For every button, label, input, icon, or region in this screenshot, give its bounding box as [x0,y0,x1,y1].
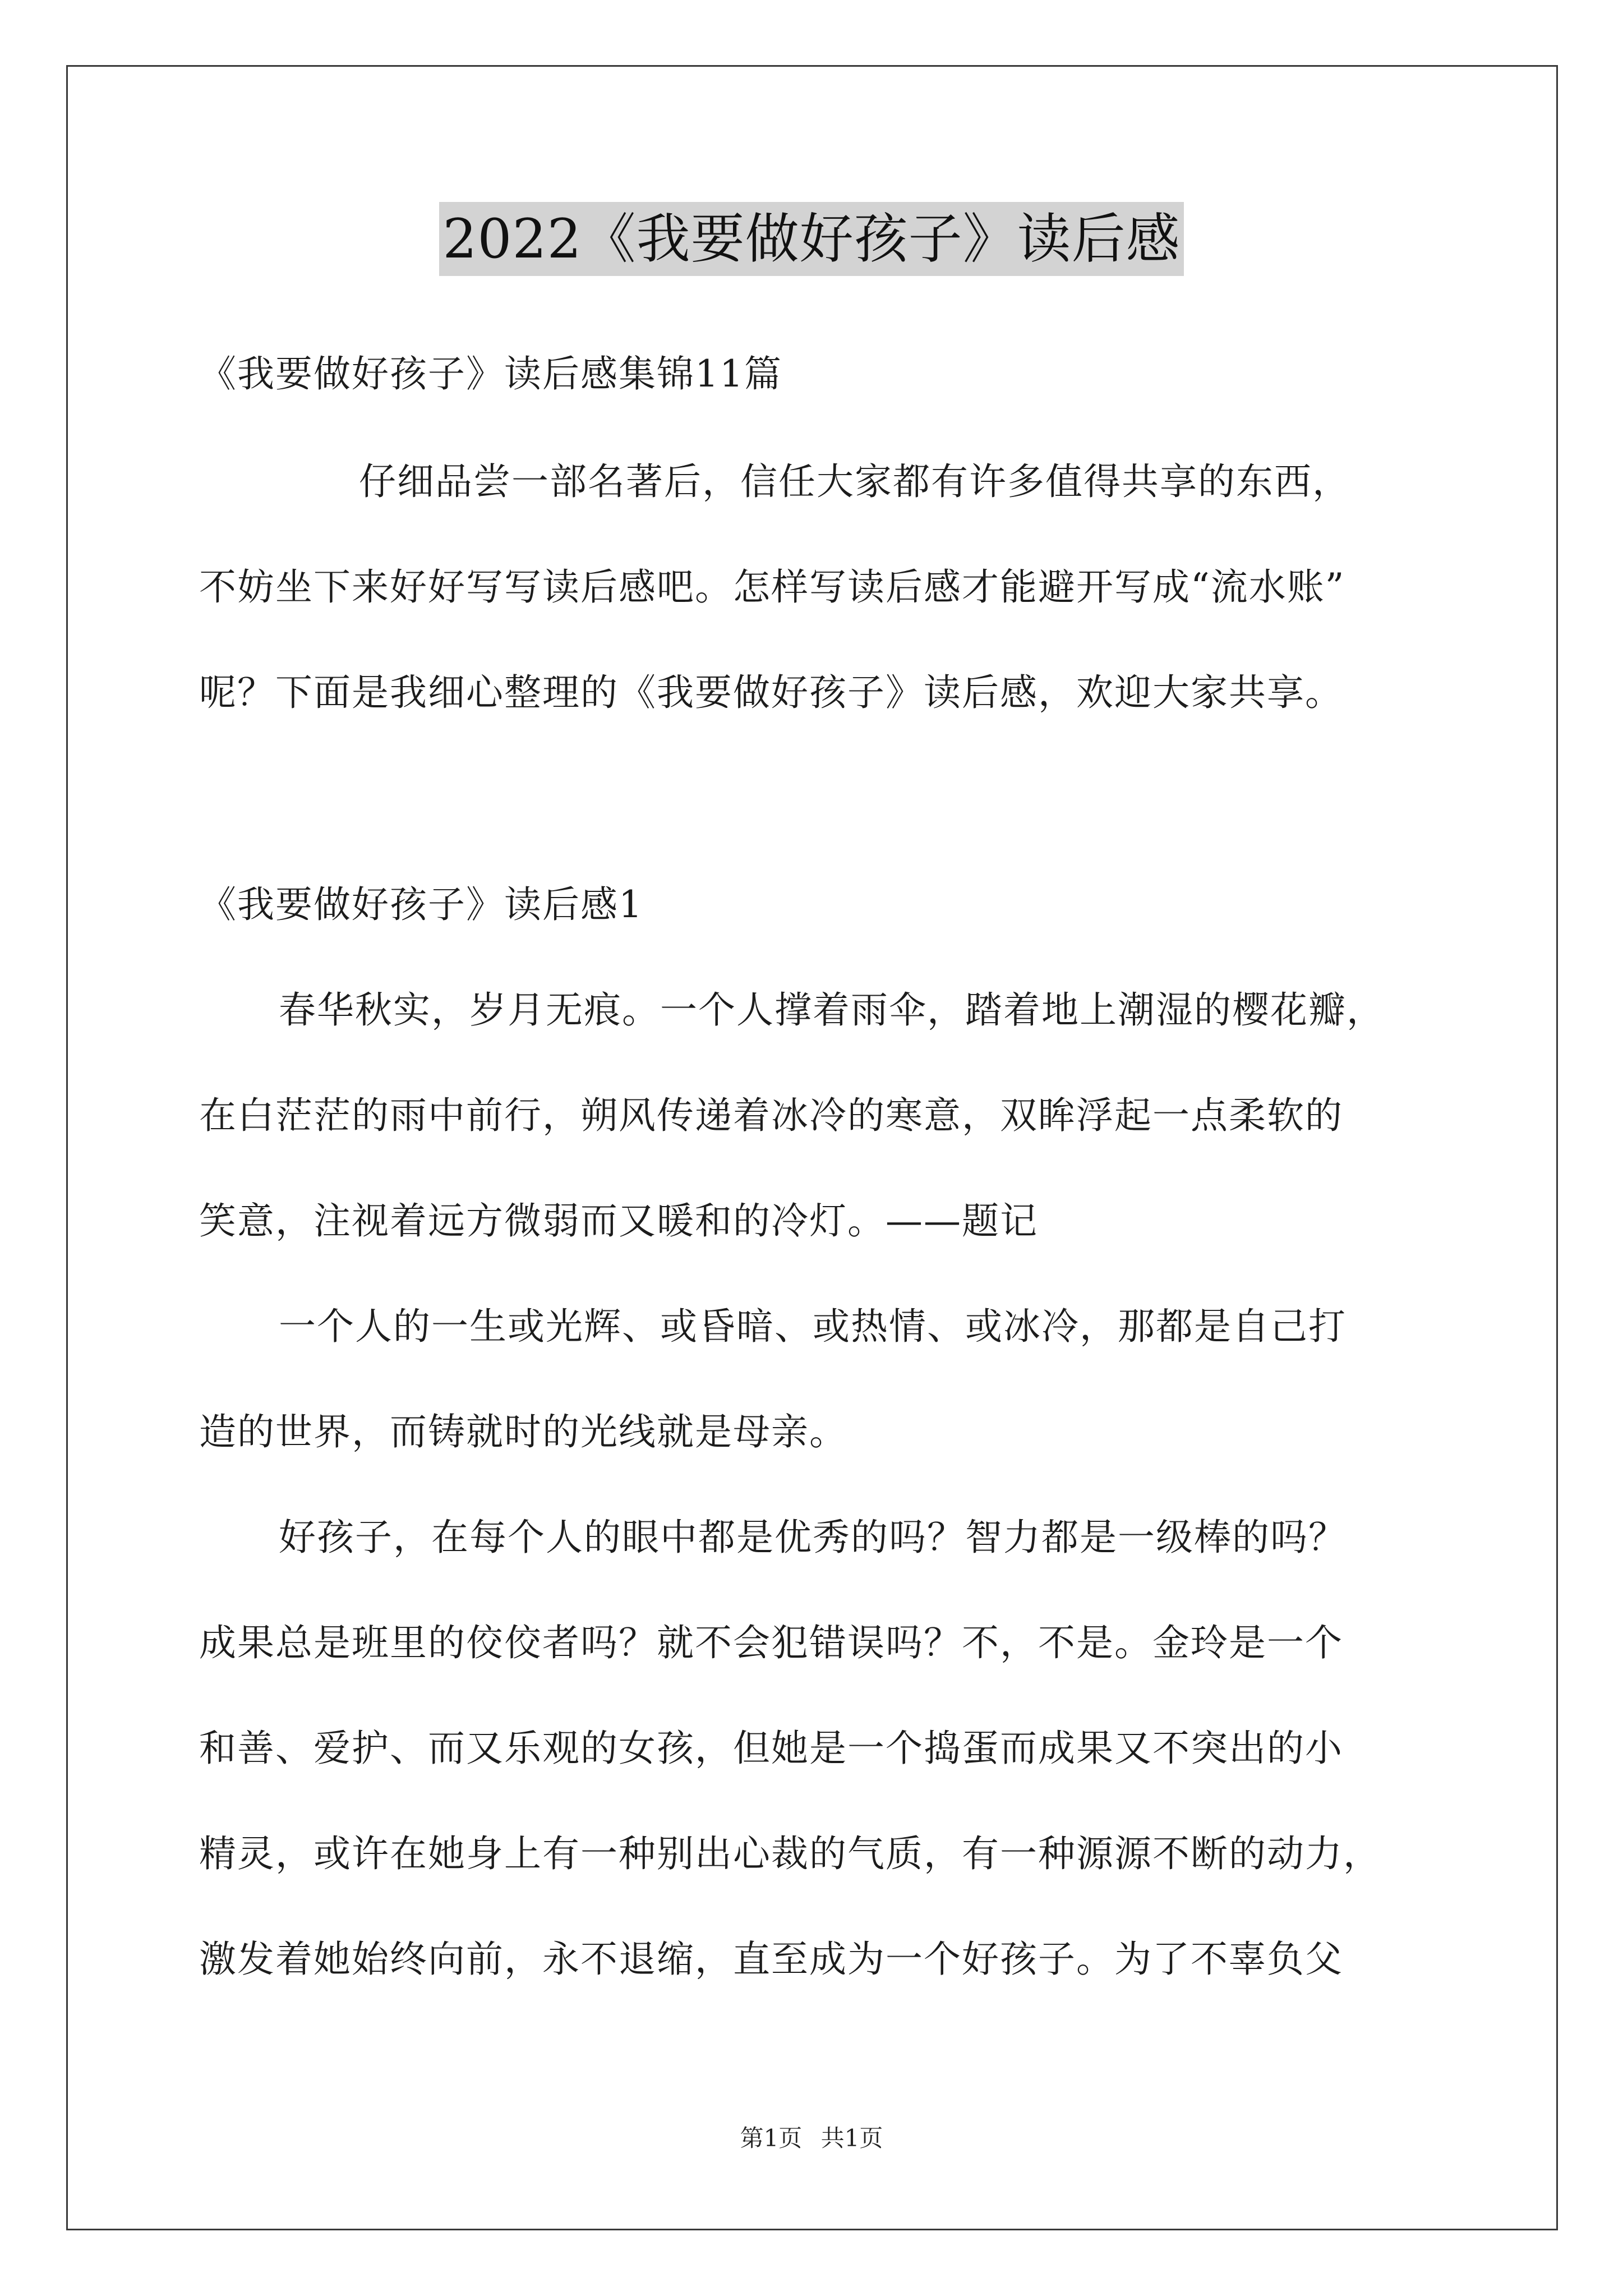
body-line-1: 春华秋实，岁月无痕。一个人撑着雨伞，踏着地上潮湿的樱花瓣， [279,988,1385,1032]
intro-line-1: 仔细品尝一部名著后，信任大家都有许多值得共享的东西， [359,460,1350,503]
section-heading: 《我要做好孩子》读后感1 [199,883,643,926]
body-line-10: 激发着她始终向前，永不退缩，直至成为一个好孩子。为了不辜负父 [199,1938,1343,1981]
body-line-9: 精灵，或许在她身上有一种别出心裁的气质，有一种源源不断的动力， [199,1832,1381,1875]
document-subtitle: 《我要做好孩子》读后感集锦11篇 [199,352,782,395]
body-line-7: 成果总是班里的佼佼者吗？就不会犯错误吗？不，不是。金玲是一个 [199,1621,1343,1664]
body-line-8: 和善、爱护、而又乐观的女孩，但她是一个捣蛋而成果又不突出的小 [199,1727,1343,1770]
page-total: 共1页 [820,2124,883,2152]
page-footer [0,2122,1623,2155]
body-line-6: 好孩子，在每个人的眼中都是优秀的吗？智力都是一级棒的吗？ [279,1516,1347,1559]
body-line-3: 笑意，注视着远方微弱而又暖和的冷灯。——题记 [199,1199,1038,1243]
document-title: 2022《我要做好孩子》读后感 [439,202,1183,276]
body-line-4: 一个人的一生或光辉、或昏暗、或热情、或冰冷，那都是自己打 [279,1305,1347,1348]
page-number: 第1页 [740,2124,803,2152]
title-container [0,202,1623,276]
intro-line-2: 不妨坐下来好好写写读后感吧。怎样写读后感才能避开写成“流水账” [199,565,1345,609]
body-line-5: 造的世界，而铸就时的光线就是母亲。 [199,1410,847,1453]
intro-line-3: 呢？下面是我细心整理的《我要做好孩子》读后感，欢迎大家共享。 [199,671,1343,714]
body-line-2: 在白茫茫的雨中前行，朔风传递着冰冷的寒意，双眸浮起一点柔软的 [199,1094,1343,1137]
